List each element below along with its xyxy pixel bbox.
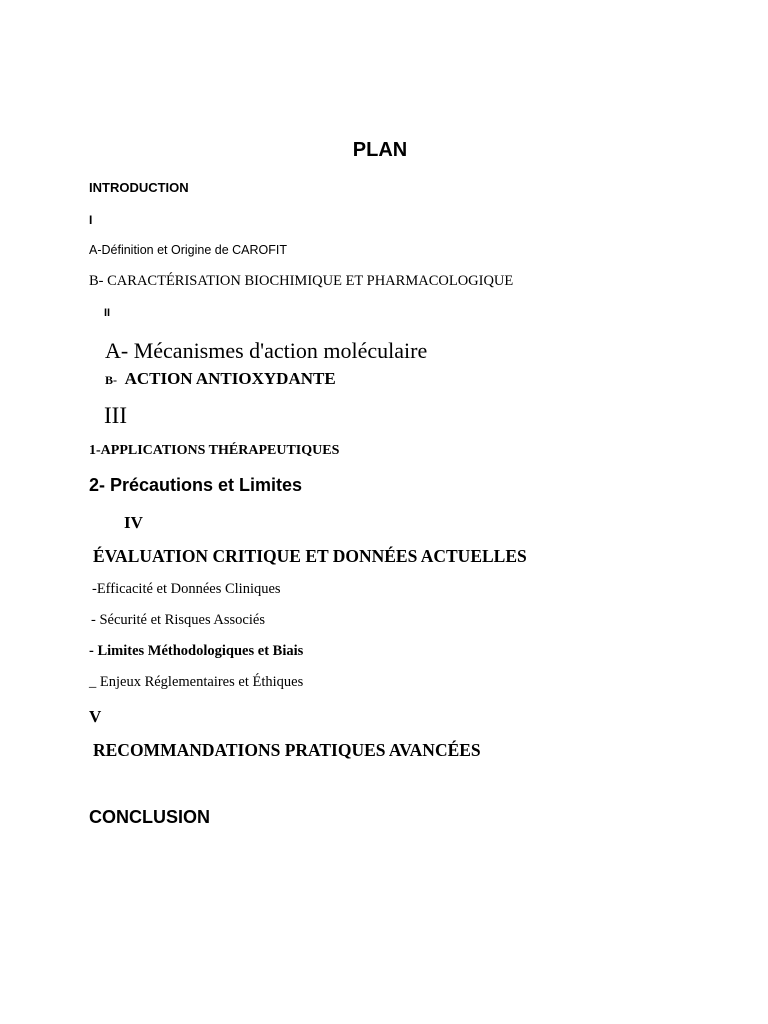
section-2-numeral: II	[104, 307, 111, 319]
section-1-numeral: I	[89, 213, 93, 227]
section-4-item-4: _ Enjeux Réglementaires et Éthiques	[89, 674, 304, 690]
section-3-item-2: 2- Précautions et Limites	[89, 475, 303, 495]
section-1-item-a: A-Définition et Origine de CAROFIT	[89, 243, 287, 257]
section-5-heading: RECOMMANDATIONS PRATIQUES AVANCÉES	[93, 740, 481, 760]
document-title: PLAN	[352, 139, 408, 161]
introduction-heading: INTRODUCTION	[89, 180, 189, 195]
section-2-item-a: A- Mécanismes d'action moléculaire	[105, 338, 428, 363]
section-4-item-2: - Sécurité et Risques Associés	[91, 612, 265, 628]
section-2-item-b-prefix: B-	[105, 373, 117, 387]
section-3-numeral: III	[104, 403, 127, 428]
section-4-heading: ÉVALUATION CRITIQUE ET DONNÉES ACTUELLES	[93, 546, 527, 566]
conclusion-heading: CONCLUSION	[89, 807, 210, 827]
section-2-item-b-text: ACTION ANTIOXYDANTE	[124, 369, 336, 388]
section-4-item-3: - Limites Méthodologiques et Biais	[89, 643, 304, 659]
section-3-item-1: 1-APPLICATIONS THÉRAPEUTIQUES	[89, 443, 340, 458]
section-4-item-1: -Efficacité et Données Cliniques	[92, 581, 281, 597]
section-4-numeral: IV	[124, 513, 143, 532]
section-1-item-b: B- CARACTÉRISATION BIOCHIMIQUE ET PHARMACOLOGIQUE	[89, 273, 514, 289]
section-5-numeral: V	[89, 707, 102, 726]
section-2-item-b	[105, 370, 336, 387]
